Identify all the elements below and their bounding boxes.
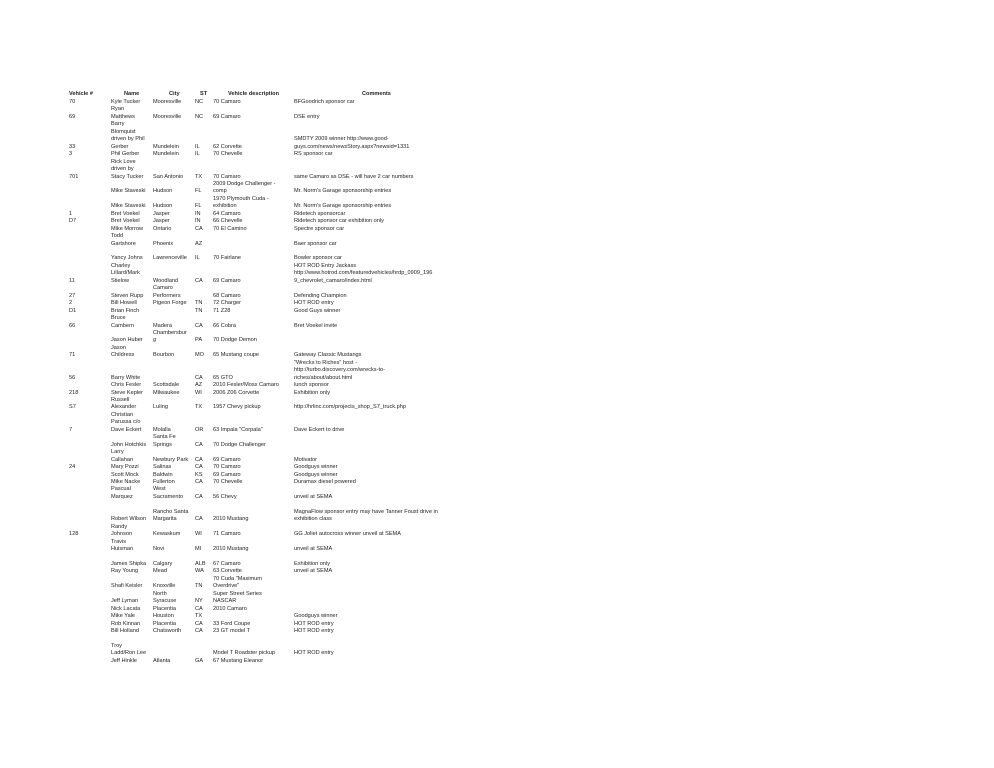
state-cell: WI bbox=[195, 531, 202, 538]
header-comments: Comments bbox=[362, 91, 391, 97]
name-cell: Stielow bbox=[111, 277, 130, 284]
vehicle-description-cell: 70 Dodge Challenger bbox=[213, 441, 266, 448]
vehicle-number-cell: 71 bbox=[69, 352, 76, 359]
name-cell: Jeff Lyman bbox=[111, 598, 139, 605]
vehicle-description-cell: 2010 Camaro bbox=[213, 605, 247, 612]
state-cell: TX bbox=[195, 404, 203, 411]
name-cell: Parussa c/o bbox=[111, 419, 141, 426]
vehicle-description-cell: 70 El Camino bbox=[213, 225, 247, 232]
city-cell: Baldwin bbox=[153, 471, 173, 478]
comments-cell: HOT ROD entry bbox=[294, 300, 334, 307]
name-cell: Rick Love bbox=[111, 158, 136, 165]
name-cell: Bret Voekel bbox=[111, 210, 140, 217]
city-cell: Jasper bbox=[153, 218, 170, 225]
state-cell: CA bbox=[195, 322, 203, 329]
name-cell: Charley bbox=[111, 262, 131, 269]
state-cell: CA bbox=[195, 516, 203, 523]
vehicle-description-cell: 70 Camaro bbox=[213, 464, 241, 471]
name-cell: Bruce bbox=[111, 315, 126, 322]
vehicle-description-cell: Super Street Series bbox=[213, 590, 262, 597]
name-cell: Jason Huber bbox=[111, 337, 143, 344]
vehicle-description-cell: 67 Camaro bbox=[213, 560, 241, 567]
comments-cell: unveil at SEMA bbox=[294, 568, 333, 575]
city-cell: Houston bbox=[153, 613, 174, 620]
header-vehicle-number: Vehicle # bbox=[69, 91, 93, 97]
city-cell: Rancho Santa bbox=[153, 508, 189, 515]
comments-cell: SMDTY 2009 winner http://www.good- bbox=[294, 136, 389, 143]
comments-cell: Gateway Classic Mustangs bbox=[294, 352, 362, 359]
name-cell: Scott Mock bbox=[111, 471, 139, 478]
comments-cell: Bowler sponsor car bbox=[294, 255, 342, 262]
city-cell: Hudson bbox=[153, 203, 173, 210]
name-cell: Blomquist bbox=[111, 128, 136, 135]
name-cell: Yancy Johns bbox=[111, 255, 143, 262]
vehicle-number-cell: 24 bbox=[69, 464, 76, 471]
vehicle-description-cell: 72 Charger bbox=[213, 300, 241, 307]
name-cell: Barry White bbox=[111, 374, 141, 381]
comments-cell: Goodguys winner bbox=[294, 471, 338, 478]
state-cell: CA bbox=[195, 374, 203, 381]
vehicle-description-cell: 71 Camaro bbox=[213, 531, 241, 538]
state-cell: KS bbox=[195, 471, 203, 478]
state-cell: CA bbox=[195, 478, 203, 485]
city-cell: Scottsdale bbox=[153, 382, 180, 389]
comments-cell: Defending Champion bbox=[294, 292, 347, 299]
name-cell: Rob Kinnan bbox=[111, 620, 141, 627]
name-cell: Randy bbox=[111, 523, 128, 530]
vehicle-description-cell: 70 Chevelle bbox=[213, 151, 243, 158]
state-cell: CA bbox=[195, 464, 203, 471]
city-cell: Ontario bbox=[153, 225, 172, 232]
name-cell: Bill Howell bbox=[111, 300, 137, 307]
city-cell: Madera bbox=[153, 322, 172, 329]
state-cell: CA bbox=[195, 456, 203, 463]
comments-cell: HOT ROD entry bbox=[294, 620, 334, 627]
vehicle-description-cell: 71 Z28 bbox=[213, 307, 231, 314]
state-cell: OR bbox=[195, 426, 204, 433]
comments-cell: Goodguys winner bbox=[294, 613, 338, 620]
state-cell: IL bbox=[195, 143, 200, 150]
city-cell: Performers bbox=[153, 292, 181, 299]
vehicle-description-cell: 65 GTO bbox=[213, 374, 233, 381]
city-cell: Novi bbox=[153, 546, 165, 552]
city-cell: Lawrenceville bbox=[153, 255, 187, 262]
city-cell: Placentia bbox=[153, 605, 177, 612]
city-cell: Pigeon Forge bbox=[153, 300, 187, 307]
name-cell: Russell bbox=[111, 397, 130, 403]
comments-cell: Ridetech sponsorcar bbox=[294, 210, 346, 217]
comments-cell: HOT ROD Entry Jackass bbox=[294, 262, 357, 269]
name-cell: Travis bbox=[111, 538, 127, 545]
vehicle-number-cell: 27 bbox=[69, 292, 76, 299]
name-cell: Ray Young bbox=[111, 568, 139, 575]
vehicle-description-cell: 70 Dodge Demon bbox=[213, 337, 257, 344]
state-cell: IL bbox=[195, 255, 200, 262]
vehicle-number-cell: 56 bbox=[69, 374, 76, 381]
city-cell: Kewaskum bbox=[153, 531, 181, 538]
city-cell: San Antonio bbox=[153, 173, 184, 180]
vehicle-description-cell: 1957 Chevy pickup bbox=[213, 404, 261, 411]
vehicle-description-cell: 66 Chevelle bbox=[213, 218, 243, 225]
vehicle-description-cell: 66 Cobra bbox=[213, 322, 237, 329]
name-cell: Callahan bbox=[111, 456, 134, 463]
name-cell: Troy bbox=[111, 642, 122, 649]
city-cell: Hudson bbox=[153, 188, 173, 195]
state-cell: TN bbox=[195, 307, 203, 314]
vehicle-description-cell: 69 Camaro bbox=[213, 277, 241, 284]
city-cell: Placentia bbox=[153, 620, 177, 627]
vehicle-description-cell: 62 Corvette bbox=[213, 143, 242, 150]
city-cell: Camaro bbox=[153, 285, 173, 292]
state-cell: TN bbox=[195, 300, 203, 307]
city-cell: Mead bbox=[153, 568, 167, 575]
name-cell: Marquez bbox=[111, 493, 133, 500]
name-cell: Cambern bbox=[111, 322, 135, 329]
comments-cell: riches/about/about.html bbox=[294, 374, 353, 381]
name-cell: Christian bbox=[111, 411, 134, 418]
state-cell: CA bbox=[195, 493, 203, 500]
comments-cell: Good Guys winner bbox=[294, 307, 341, 314]
comments-cell: RS sponsor car bbox=[294, 151, 333, 158]
vehicle-description-cell: 23 GT model T bbox=[213, 627, 251, 634]
comments-cell: Ridetech sponsor car exhibition only bbox=[294, 218, 384, 225]
comments-cell: guys.com/news/newsStory.aspx?newsid=1331 bbox=[294, 143, 410, 150]
vehicle-description-cell: 1970 Plymouth Cuda - bbox=[213, 195, 269, 202]
state-cell: NC bbox=[195, 99, 204, 105]
name-cell: Childress bbox=[111, 352, 135, 359]
vehicle-description-cell: exhibition bbox=[213, 203, 237, 210]
city-cell: Syracuse bbox=[153, 598, 177, 605]
vehicle-description-cell: 70 Camaro bbox=[213, 173, 241, 180]
header-vehicle-description: Vehicle description bbox=[228, 91, 279, 97]
city-cell: Santa Fe bbox=[153, 434, 176, 441]
comments-cell: HOT ROD entry bbox=[294, 627, 334, 634]
state-cell: TX bbox=[195, 173, 203, 180]
vehicle-description-cell: 69 Camaro bbox=[213, 456, 241, 463]
state-cell: CA bbox=[195, 620, 203, 627]
comments-cell: GG Joliet autocross winner unveil at SEMA bbox=[294, 531, 401, 538]
comments-cell: Dave Eckert to drive bbox=[294, 426, 345, 433]
vehicle-description-cell: 56 Chevy bbox=[213, 493, 237, 500]
name-cell: Stacy Tucker bbox=[111, 173, 144, 180]
name-cell: driven by Phil bbox=[111, 136, 145, 143]
state-cell: IN bbox=[195, 218, 201, 225]
city-cell: Calgary bbox=[153, 560, 173, 567]
name-cell: Mike Staveski bbox=[111, 188, 146, 195]
city-cell: Mundelein bbox=[153, 143, 179, 150]
vehicle-number-cell: 701 bbox=[69, 173, 79, 180]
state-cell: CA bbox=[195, 441, 203, 448]
vehicle-number-cell: 3 bbox=[69, 151, 73, 158]
city-cell: Atlanta bbox=[153, 657, 171, 664]
city-cell: Springs bbox=[153, 441, 172, 448]
vehicle-number-cell: 218 bbox=[69, 389, 79, 396]
vehicle-description-cell: 63 Impala "Corpala" bbox=[213, 426, 263, 433]
comments-cell: BFGoodrich sponsor car bbox=[294, 99, 355, 105]
name-cell: John Hotchkis bbox=[111, 441, 147, 448]
comments-cell: HOT ROD entry bbox=[294, 650, 334, 657]
name-cell: Todd bbox=[111, 233, 124, 240]
state-cell: FL bbox=[195, 203, 202, 210]
comments-cell: Mr. Norm's Garage sponsorship entries bbox=[294, 203, 392, 210]
comments-cell: Bret Voekel invite bbox=[294, 322, 338, 329]
name-cell: Shafi Keisler bbox=[111, 583, 143, 590]
comments-cell: Mr. Norm's Garage sponsorship entries bbox=[294, 188, 392, 195]
city-cell: g bbox=[153, 337, 157, 344]
state-cell: AZ bbox=[195, 382, 203, 389]
name-cell: Mike Staveski bbox=[111, 203, 146, 210]
header-city: City bbox=[169, 91, 180, 97]
name-cell: Bill Holland bbox=[111, 627, 139, 634]
name-cell: driven by bbox=[111, 166, 134, 173]
name-cell: Mike Yale bbox=[111, 613, 136, 620]
vehicle-description-cell: 70 Fairlane bbox=[213, 255, 241, 262]
vehicle-number-cell: D1 bbox=[69, 307, 77, 314]
city-cell: Luling bbox=[153, 404, 168, 411]
comments-cell: lunch sponsor bbox=[294, 382, 329, 389]
name-cell: Alexander bbox=[111, 404, 137, 411]
comments-cell: DSE entry bbox=[294, 113, 320, 120]
name-cell: Nick Lacata bbox=[111, 605, 141, 612]
state-cell: AZ bbox=[195, 240, 203, 247]
comments-cell: http://turbo.discovery.com/wrecks-to- bbox=[294, 367, 385, 374]
vehicle-description-cell: Model T Roadster pickup bbox=[213, 650, 275, 657]
city-cell: West bbox=[153, 486, 166, 493]
name-cell: Brian Finch bbox=[111, 307, 140, 314]
vehicle-number-cell: 69 bbox=[69, 113, 76, 120]
state-cell: NY bbox=[195, 598, 203, 605]
name-cell: Matthews bbox=[111, 113, 135, 120]
state-cell: IN bbox=[195, 210, 201, 217]
comments-cell: 9_chevrolet_camaro/index.html bbox=[294, 277, 372, 284]
city-cell: Woodland bbox=[153, 277, 179, 284]
city-cell: Fullerton bbox=[153, 478, 175, 485]
name-cell: Steven Rupp bbox=[111, 292, 144, 299]
city-cell: Margarita bbox=[153, 516, 177, 523]
comments-cell: Exhibition only bbox=[294, 560, 331, 567]
name-cell: Chris Fesler bbox=[111, 382, 142, 389]
name-cell: Pascual bbox=[111, 486, 131, 493]
state-cell: CA bbox=[195, 605, 203, 612]
vehicle-number-cell: 33 bbox=[69, 143, 76, 150]
city-cell: Bourbon bbox=[153, 352, 175, 359]
vehicle-description-cell: 2009 Dodge Challenger - bbox=[213, 180, 276, 187]
name-cell: Gerber bbox=[111, 143, 129, 150]
name-cell: Gartshore bbox=[111, 240, 136, 247]
vehicle-number-cell: 128 bbox=[69, 531, 79, 538]
city-cell: Salinas bbox=[153, 464, 172, 471]
vehicle-description-cell: 67 Mustang Eleanor bbox=[213, 657, 264, 664]
comments-cell: http://www.hotrod.com/featuredvehicles/hrdp_0909_196 bbox=[294, 270, 433, 277]
name-cell: Dave Eckert bbox=[111, 426, 142, 433]
name-cell: Larry bbox=[111, 449, 124, 456]
vehicle-description-cell: 63 Corvette bbox=[213, 568, 242, 575]
vehicle-description-cell: 70 Cuda "Maximum bbox=[213, 575, 262, 582]
state-cell: CA bbox=[195, 225, 203, 232]
city-cell: Sacramento bbox=[153, 493, 184, 500]
name-cell: Huisman bbox=[111, 546, 134, 552]
name-cell: Kyle Tucker bbox=[111, 99, 141, 105]
comments-cell: unveil at SEMA bbox=[294, 493, 333, 500]
vehicle-number-cell: 70 bbox=[69, 99, 76, 105]
vehicle-description-cell: Overdrive" bbox=[213, 583, 240, 590]
header-state: ST bbox=[200, 91, 208, 97]
comments-cell: exhibition class bbox=[294, 516, 332, 523]
vehicle-description-cell: 2010 Mustang bbox=[213, 546, 249, 552]
city-cell: Jasper bbox=[153, 210, 170, 217]
vehicle-number-cell: D7 bbox=[69, 218, 77, 225]
vehicle-description-cell: 70 Chevelle bbox=[213, 478, 243, 485]
name-cell: Mike Nacke bbox=[111, 478, 141, 485]
state-cell: CA bbox=[195, 627, 203, 634]
state-cell: TN bbox=[195, 583, 203, 590]
city-cell: Milwaukee bbox=[153, 389, 180, 396]
name-cell: James Shipka bbox=[111, 560, 147, 567]
state-cell: CA bbox=[195, 277, 203, 284]
name-cell: Barry bbox=[111, 121, 125, 128]
name-cell: Ladd/Ron Lee bbox=[111, 650, 147, 657]
vehicle-number-cell: 2 bbox=[69, 300, 73, 307]
state-cell: WI bbox=[195, 389, 202, 396]
state-cell: PA bbox=[195, 337, 203, 344]
city-cell: Mundelein bbox=[153, 151, 179, 158]
comments-cell: MagnaFlow sponsor entry may have Tanner Foust drive in bbox=[294, 508, 438, 515]
vehicle-description-cell: 64 Camaro bbox=[213, 210, 241, 217]
comments-cell: Goodguys winner bbox=[294, 464, 338, 471]
name-cell: Jeff Hinkle bbox=[111, 657, 138, 664]
name-cell: Ryan bbox=[111, 106, 125, 113]
name-cell: Mike Morrow bbox=[111, 225, 144, 232]
name-cell: Bret Voekel bbox=[111, 218, 140, 225]
state-cell: FL bbox=[195, 188, 202, 195]
comments-cell: Duramax diesel powered bbox=[294, 478, 356, 485]
vehicle-number-cell: 1 bbox=[69, 210, 73, 217]
city-cell: Chambersbur bbox=[153, 329, 187, 336]
vehicle-description-cell: 65 Mustang coupe bbox=[213, 352, 260, 359]
name-cell: Robert Wilson bbox=[111, 516, 147, 523]
comments-cell: Spectre sponsor car bbox=[294, 225, 345, 232]
vehicle-description-cell: 68 Camaro bbox=[213, 292, 241, 299]
city-cell: Mooresville bbox=[153, 99, 182, 105]
vehicle-number-cell: 7 bbox=[69, 426, 73, 433]
comments-cell: Motivator bbox=[294, 456, 318, 463]
state-cell: NC bbox=[195, 113, 204, 120]
comments-cell: same Camaro as DSE - will have 2 car numbers bbox=[294, 173, 414, 180]
state-cell: TX bbox=[195, 613, 203, 620]
vehicle-description-cell: 69 Camaro bbox=[213, 113, 241, 120]
city-cell: North bbox=[153, 590, 167, 597]
vehicle-description-cell: comp bbox=[213, 188, 227, 195]
vehicle-description-cell: NASCAR bbox=[213, 598, 237, 605]
name-cell: Phil Gerber bbox=[111, 151, 140, 158]
vehicle-description-cell: 2010 Fesler/Moss Camaro bbox=[213, 382, 279, 389]
comments-cell: "Wrecks to Riches" host - bbox=[294, 359, 357, 366]
name-cell: Mary Pozzi bbox=[111, 464, 139, 471]
name-cell: Jason bbox=[111, 344, 126, 351]
vehicle-description-cell: 33 Ford Coupe bbox=[213, 620, 251, 627]
vehicle-description-cell: 2010 Mustang bbox=[213, 516, 249, 523]
comments-cell: Baer sponsor car bbox=[294, 240, 337, 247]
state-cell: ALB bbox=[195, 560, 206, 567]
vehicle-description-cell: 2006 Z06 Corvette bbox=[213, 389, 260, 396]
name-cell: Steve Kepler bbox=[111, 389, 144, 396]
name-cell: Johnson bbox=[111, 531, 133, 538]
comments-cell: http://hrlinc.com/projects_shop_S7_truck.php bbox=[294, 404, 406, 411]
state-cell: WA bbox=[195, 568, 204, 575]
city-cell: Chatsworth bbox=[153, 627, 182, 634]
state-cell: IL bbox=[195, 151, 200, 158]
state-cell: MI bbox=[195, 546, 202, 552]
vehicle-number-cell: 66 bbox=[69, 322, 76, 329]
comments-cell: unveil at SEMA bbox=[294, 546, 333, 552]
city-cell: Mooresville bbox=[153, 113, 182, 120]
vehicle-description-cell: 69 Camaro bbox=[213, 471, 241, 478]
city-cell: Phoenix bbox=[153, 240, 174, 247]
city-cell: Knoxville bbox=[153, 583, 176, 590]
vehicle-number-cell: 11 bbox=[69, 277, 75, 284]
header-name: Name bbox=[124, 91, 140, 97]
city-cell: Molalla bbox=[153, 426, 171, 433]
state-cell: MO bbox=[195, 352, 205, 359]
vehicle-description-cell: 70 Camaro bbox=[213, 99, 241, 105]
state-cell: GA bbox=[195, 657, 204, 664]
vehicle-number-cell: S7 bbox=[69, 404, 76, 411]
comments-cell: Exhibition only bbox=[294, 389, 331, 396]
city-cell: Newbury Park bbox=[153, 456, 189, 463]
name-cell: Lillard/Mark bbox=[111, 270, 140, 277]
